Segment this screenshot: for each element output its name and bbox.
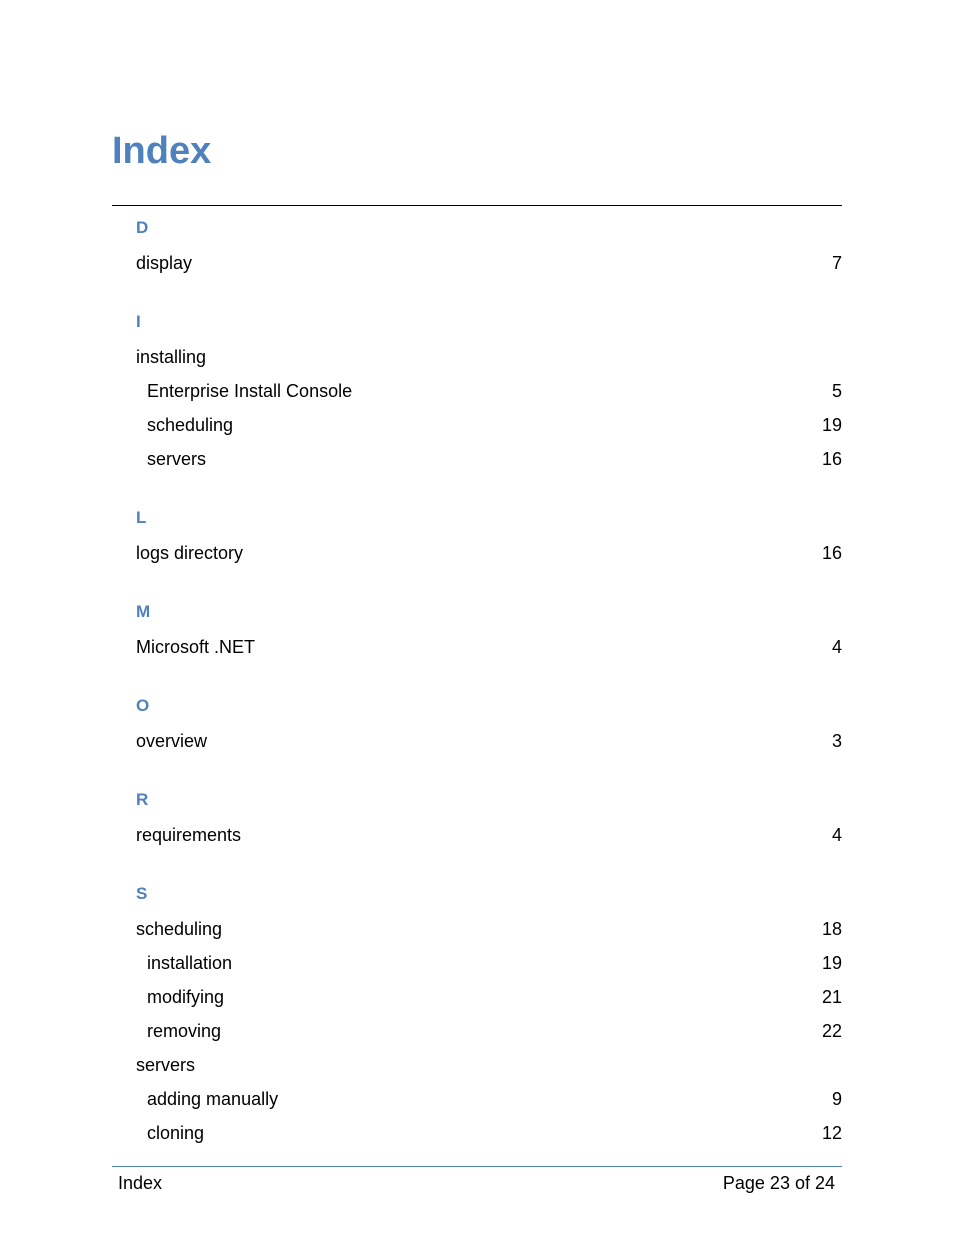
index-entry[interactable] <box>112 536 842 570</box>
entry-page-number[interactable]: 12 <box>821 1123 842 1143</box>
section-letter: O <box>136 696 150 715</box>
index-subentry[interactable] <box>112 1116 842 1150</box>
entry-term: display <box>136 253 193 273</box>
index-entry[interactable] <box>112 630 842 664</box>
index-entry[interactable] <box>112 724 842 758</box>
index-section-o <box>112 684 842 758</box>
entry-term: modifying <box>147 987 225 1007</box>
index-entry[interactable] <box>112 1048 842 1082</box>
footer-divider <box>112 1166 842 1167</box>
entry-term: Enterprise Install Console <box>147 381 353 401</box>
index-list <box>112 206 842 1150</box>
index-section-m <box>112 590 842 664</box>
entry-page-number[interactable]: 16 <box>821 449 842 469</box>
entry-term: adding manually <box>147 1089 279 1109</box>
footer-section-name: Index <box>118 1173 163 1193</box>
entry-page-number[interactable]: 19 <box>821 953 842 973</box>
index-entry[interactable] <box>112 818 842 852</box>
entry-page-number[interactable]: 4 <box>831 825 842 845</box>
entry-page-number[interactable]: 4 <box>831 637 842 657</box>
page-title: Index <box>112 130 212 172</box>
entry-term: requirements <box>136 825 242 845</box>
entry-page-number[interactable]: 18 <box>821 919 842 939</box>
section-letter: D <box>136 218 149 237</box>
index-subentry[interactable] <box>112 442 842 476</box>
entry-term: installing <box>136 347 207 367</box>
index-entry[interactable] <box>112 246 842 280</box>
section-letter: I <box>136 312 141 331</box>
entry-page-number[interactable]: 7 <box>831 253 842 273</box>
entry-term: servers <box>147 449 207 469</box>
index-entry[interactable] <box>112 912 842 946</box>
entry-term: overview <box>136 731 208 751</box>
index-entry[interactable] <box>112 340 842 374</box>
section-letter: L <box>136 508 147 527</box>
index-section-i <box>112 300 842 476</box>
entry-term: removing <box>147 1021 222 1041</box>
index-subentry[interactable] <box>112 1082 842 1116</box>
entry-term: scheduling <box>136 919 223 939</box>
section-letter: M <box>136 602 151 621</box>
entry-page-number[interactable]: 19 <box>821 415 842 435</box>
entry-page-number[interactable]: 5 <box>831 381 842 401</box>
index-subentry[interactable] <box>112 980 842 1014</box>
entry-page-number[interactable]: 21 <box>821 987 842 1007</box>
entry-term: cloning <box>147 1123 205 1143</box>
entry-term: scheduling <box>147 415 234 435</box>
entry-page-number[interactable]: 16 <box>821 543 842 563</box>
entry-term: logs directory <box>136 543 244 563</box>
section-letter: S <box>136 884 148 903</box>
index-section-d <box>112 206 842 280</box>
entry-term: servers <box>136 1055 196 1075</box>
index-section-r <box>112 778 842 852</box>
entry-page-number[interactable]: 9 <box>831 1089 842 1109</box>
entry-term: installation <box>147 953 233 973</box>
index-section-l <box>112 496 842 570</box>
entry-page-number[interactable]: 22 <box>821 1021 842 1041</box>
index-subentry[interactable] <box>112 1014 842 1048</box>
index-subentry[interactable] <box>112 374 842 408</box>
entry-term: Microsoft .NET <box>136 637 256 657</box>
index-section-s <box>112 872 842 1150</box>
section-letter: R <box>136 790 149 809</box>
index-subentry[interactable] <box>112 408 842 442</box>
footer-page-number: Page 23 of 24 <box>722 1173 835 1193</box>
entry-page-number[interactable]: 3 <box>831 731 842 751</box>
index-subentry[interactable] <box>112 946 842 980</box>
